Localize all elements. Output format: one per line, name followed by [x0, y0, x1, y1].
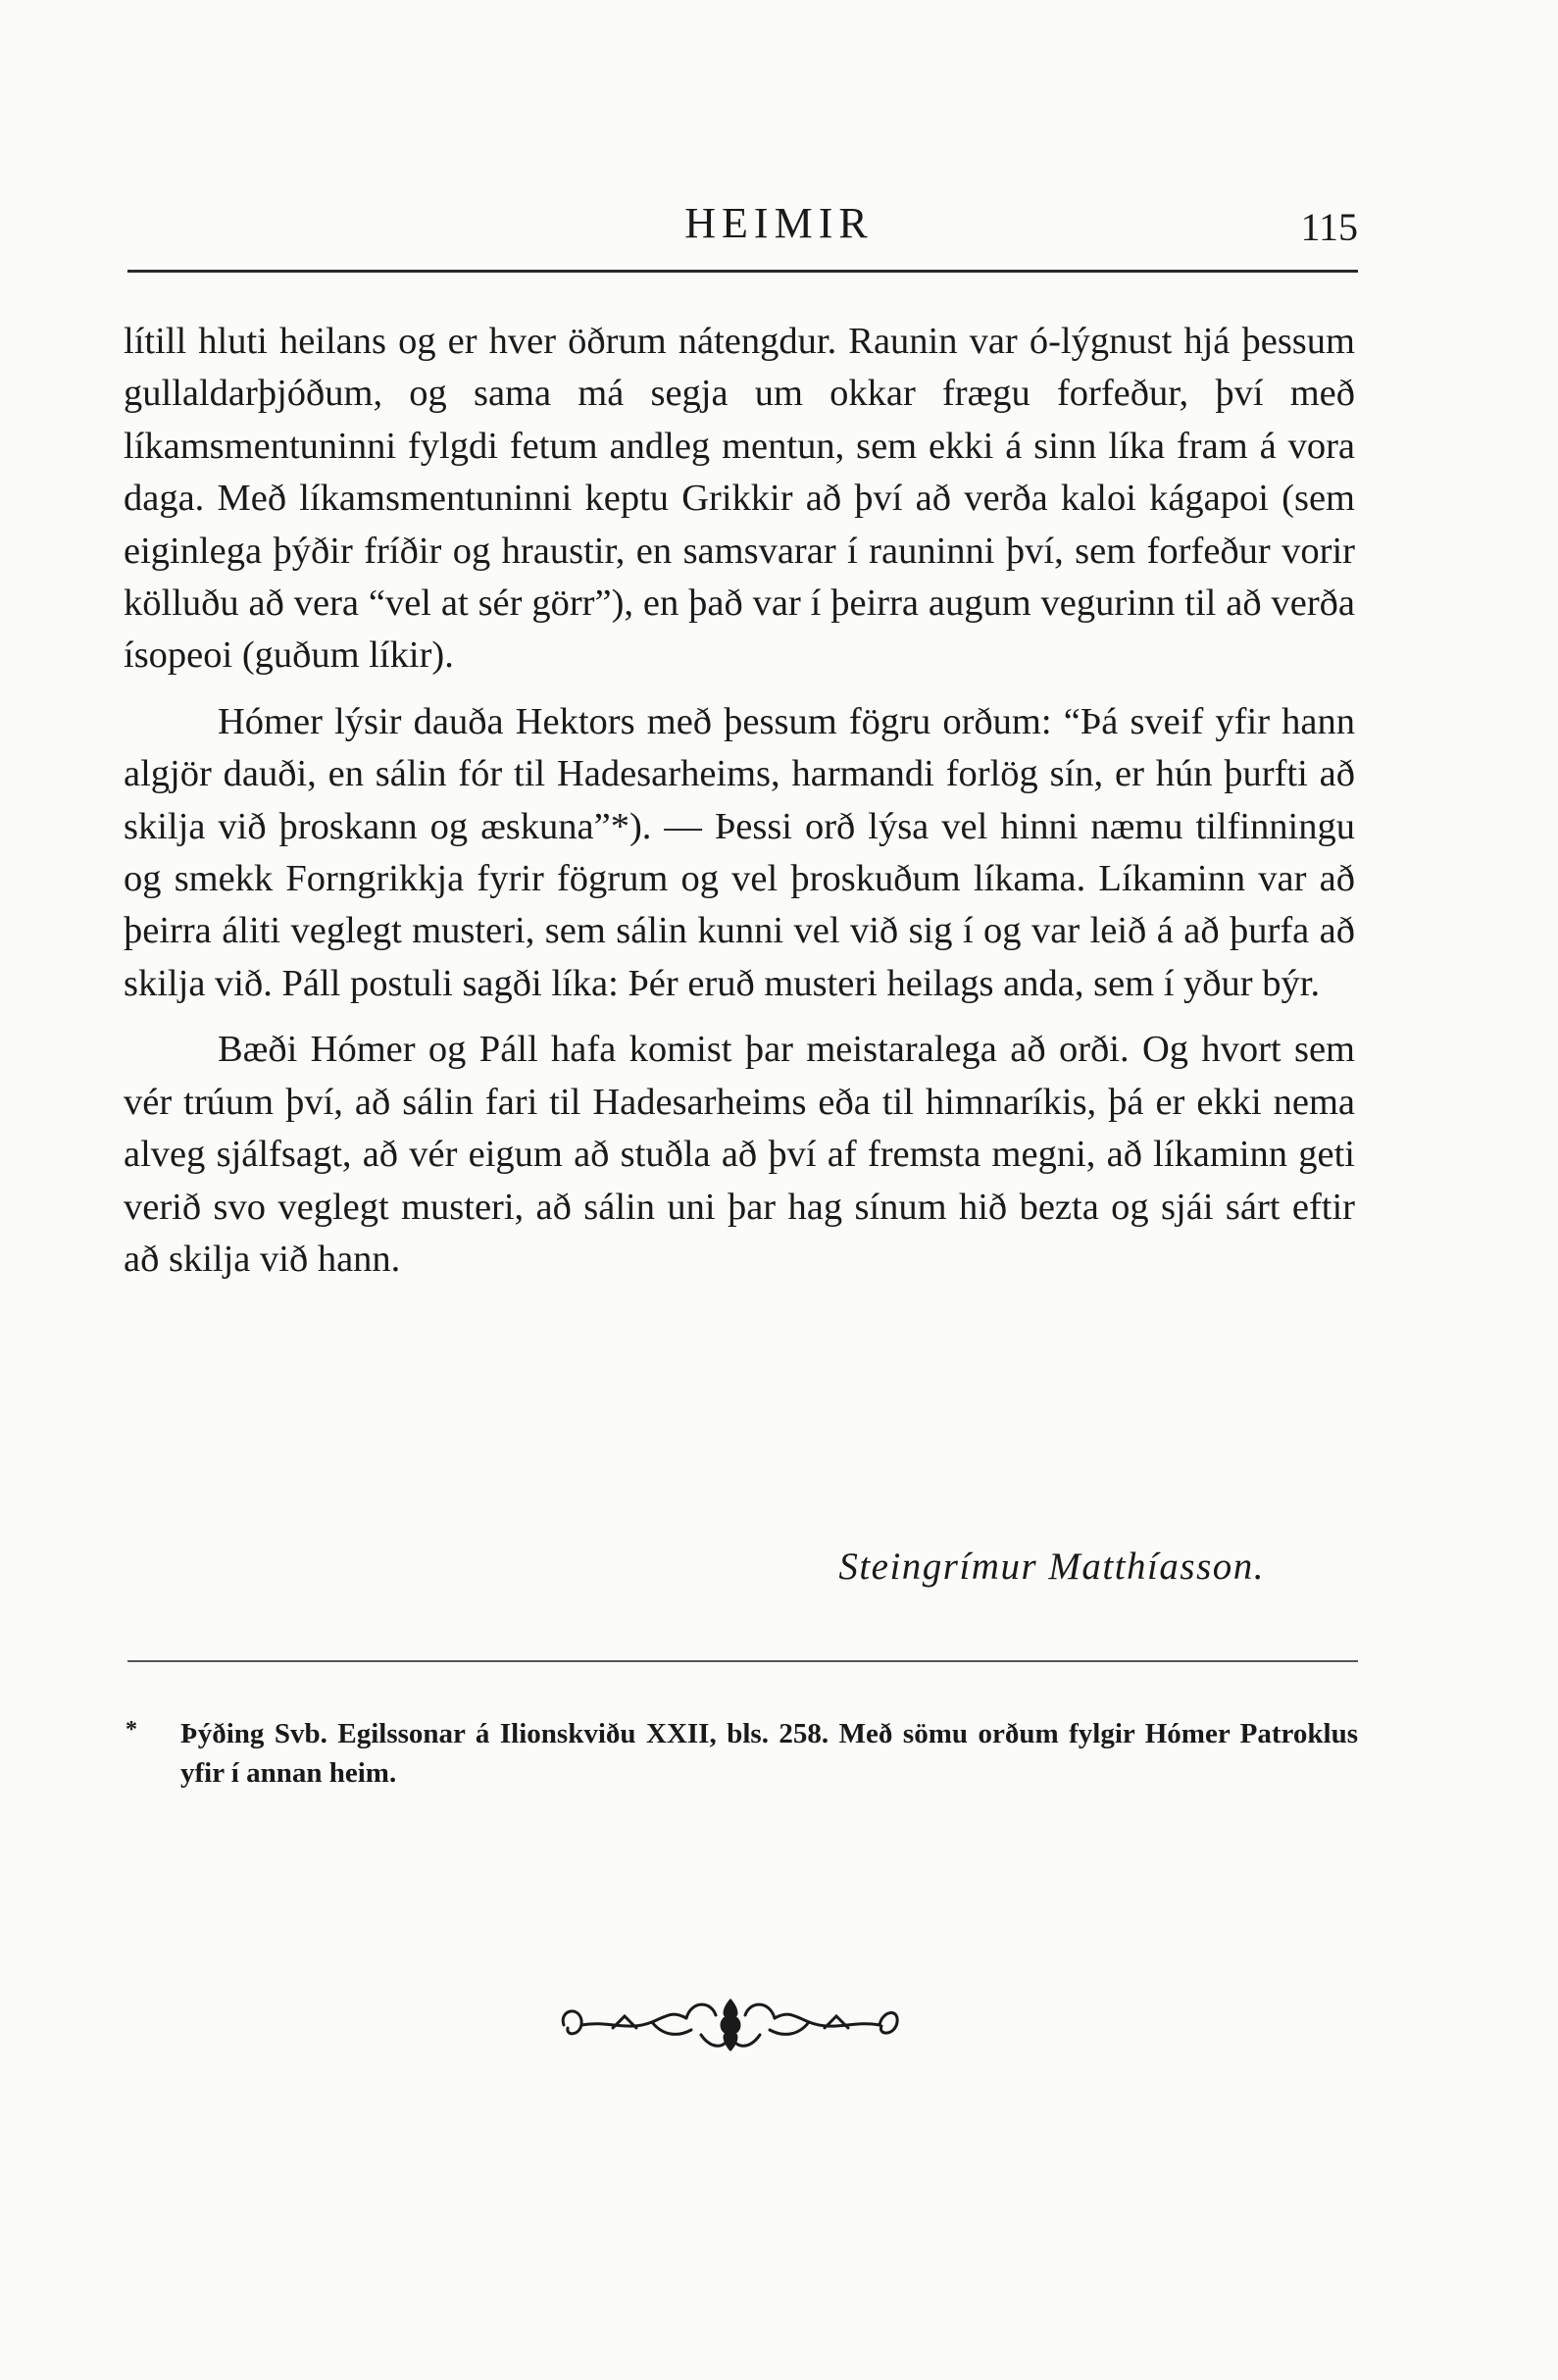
running-title: HEIMIR: [684, 199, 874, 247]
footnote-rule: [127, 1660, 1358, 1662]
fleuron-ornament-icon: [554, 1981, 907, 2069]
author-signature: Steingrímur Matthíasson.: [838, 1545, 1265, 1588]
article-body: [124, 316, 1355, 1286]
footnote-text: Þýðing Svb. Egilssonar á Ilionskviðu XXII, bls. 258. Með sömu orðum fylgir Hómer Patroklus yfir í annan heim.: [180, 1718, 1358, 1789]
paragraph: Hómer lýsir dauða Hektors með þessum fögru orðum: “Þá sveif yfir hann algjör dauði, en sálin fór til Hadesarheims, harmandi forlög sín, er hún þurfti að skilja við þroskann og æskuna”*). — Þessi orð lýsa vel hinni næmu tilfinningu og smekk Forngrikkja fyrir fögrum og vel þroskuðum líkama. Líkaminn var að þeirra áliti veglegt musteri, sem sálin kunni vel við sig í og var leið á að þurfa að skilja við. Páll postuli sagði líka: Þér eruð musteri heilags anda, sem í yður býr.: [124, 700, 1355, 1004]
paragraph: lítill hluti heilans og er hver öðrum nátengdur. Raunin var ó-lýgnust hjá þessum gullaldarþjóðum, og sama má segja um okkar frægu forfeður, því með líkamsmentuninni fylgdi fetum andleg mentun, sem ekki á sinn líka fram á vora daga. Með líkamsmentuninni keptu Grikkir að því að verða kaloi kágapoi (sem eiginlega þýðir fríðir og hraustir, en samsvarar í rauninni því, sem forfeður vorir kölluðu að vera “vel at sér görr”), en það var í þeirra augum vegurinn til að verða ísopeoi (guðum líkir).: [124, 321, 1355, 677]
paragraph: Bæði Hómer og Páll hafa komist þar meistaralega að orði. Og hvort sem vér trúum því, að sálin fari til Hadesarheims eða til himnaríkis, þá er ekki nema alveg sjálfsagt, að vér eigum að stuðla að því af fremsta megni, að líkaminn geti verið svo veglegt musteri, að sálin uni þar hag sínum hið bezta og sjái sárt eftir að skilja við hann.: [124, 1029, 1355, 1280]
page-number: 115: [1300, 205, 1358, 249]
footnote-marker: *: [126, 1717, 137, 1743]
footnote: [126, 1714, 1358, 1793]
header-rule: [127, 270, 1358, 273]
